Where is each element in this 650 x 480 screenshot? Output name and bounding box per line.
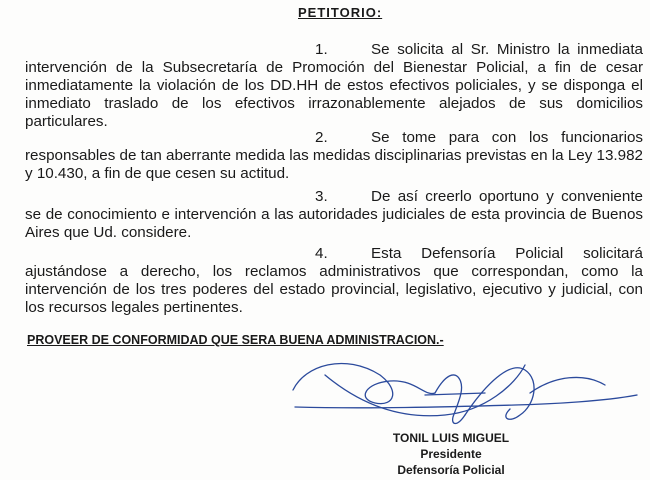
item-number: 1. <box>315 41 328 58</box>
item-text: Esta Defensoría Policial solicitará ajustándose a derecho, los reclamos administrativos que correspondan, como la intervención de los tres poderes del estado provincial, legislativo, ejecutivo y judicial, con los recursos legales pertinentes. <box>25 245 643 316</box>
item-number: 2. <box>315 129 328 146</box>
item-number: 3. <box>315 188 328 205</box>
petition-item-4 <box>25 245 643 317</box>
item-text: Se tome para con los funcionarios responsables de tan aberrante medida las medidas disciplinarias previstas en la Ley 13.982 y 10.430, a fin de que cesen su actitud. <box>25 129 643 182</box>
petition-item-2 <box>25 129 643 183</box>
signature-block <box>376 430 526 478</box>
signatory-role: Presidente <box>420 447 482 461</box>
item-text: De así creerlo oportuno y conveniente se de conocimiento e intervención a las autoridades judiciales de esta provincia de Buenos Aires que Ud. considere. <box>25 188 643 241</box>
signatory-organization: Defensoría Policial <box>397 463 505 477</box>
item-text: Se solicita al Sr. Ministro la inmediata intervención de la Subsecretaría de Promoción del Bienestar Policial, a fin de cesar inmediatamente la violación de los DD.HH de estos efectivos policiales, y se disponga el inmediato traslado de los efectivos irrazonablemente alejados de sus domicilios particulares. <box>25 41 643 130</box>
closing-formula: PROVEER DE CONFORMIDAD QUE SERA BUENA ADMINISTRACION.- <box>27 333 444 347</box>
item-number: 4. <box>315 245 328 262</box>
handwritten-signature <box>285 345 645 435</box>
petition-item-1 <box>25 41 643 131</box>
petitorio-heading: PETITORIO: <box>298 5 383 20</box>
signatory-name: TONIL LUIS MIGUEL <box>392 431 510 445</box>
petition-item-3 <box>25 188 643 242</box>
